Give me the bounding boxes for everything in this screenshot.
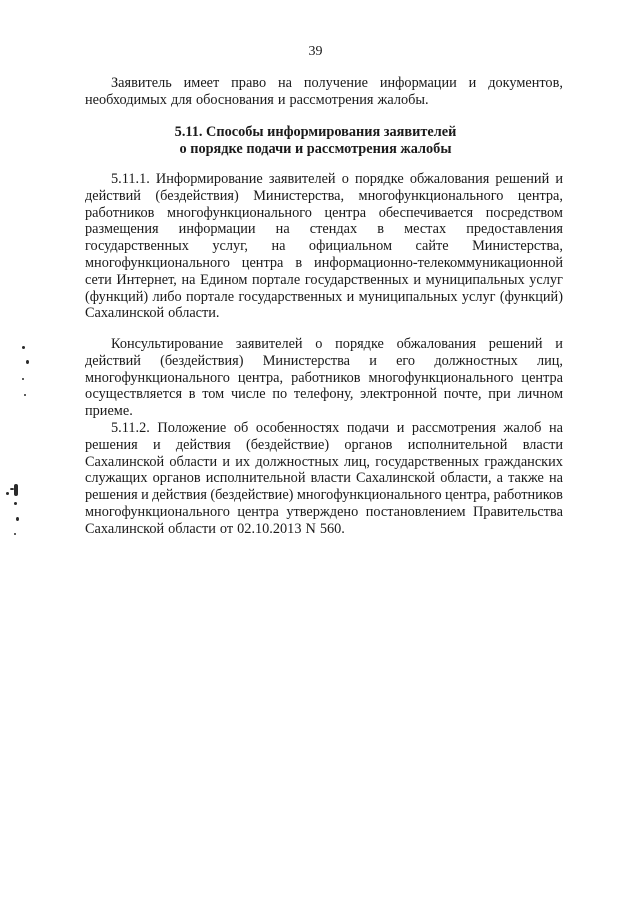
page-number: 39 [308, 44, 323, 59]
scan-speck [22, 346, 25, 349]
scan-speck [14, 502, 17, 505]
text-line: необходимых для обоснования и рассмотрения жалобы. [85, 91, 429, 108]
text-line: (функций) либо портале государственных и муниципальных услуг (функций) [85, 288, 563, 305]
text-line: Консультирование заявителей о порядке обжалования решений и [111, 336, 563, 352]
scan-speck [6, 492, 9, 495]
text-line: Сахалинской области и их должностных лиц, государственных гражданских [85, 453, 563, 470]
text-line: приеме. [85, 403, 133, 420]
text-line: 5.11.2. Положение об особенностях подачи и рассмотрения жалоб на [111, 420, 563, 436]
paragraph-5-11-2 [85, 420, 563, 538]
text-line: многофункционального центра, работников многофункционального центра [85, 369, 563, 386]
scan-speck [26, 360, 29, 364]
scan-speck [24, 394, 26, 396]
text-line: Заявитель имеет право на получение информации и документов, [111, 75, 563, 91]
paragraph-consulting [85, 336, 563, 420]
text-line: Сахалинской области. [85, 305, 220, 322]
text-line: осуществляется в том числе по телефону, электронной почте, при личном [85, 386, 563, 403]
text-line: сети Интернет, на Едином портале государственных и муниципальных услуг [85, 271, 563, 288]
text-line: действий (бездействия) Министерства и его должностных лиц, [85, 352, 563, 369]
text-line: 5.11.1. Информирование заявителей о порядке обжалования решений и [111, 171, 563, 187]
heading-line: 5.11. Способы информирования заявителей [174, 124, 457, 140]
text-line: работников многофункционального центра обеспечивается посредством [85, 204, 563, 221]
scan-speck [14, 484, 18, 496]
section-heading [0, 124, 631, 157]
text-line: многофункционального центра утверждено постановлением Правительства [85, 503, 563, 520]
text-line: действий (бездействия) Министерства, многофункционального центра, [85, 187, 563, 204]
text-line: многофункционального центра в информационно-телекоммуникационной [85, 254, 563, 271]
text-line: решения и действия (бездействие) органов исполнительной власти [85, 436, 563, 453]
text-line: решения и действия (бездействие) многофункционального центра, работников [85, 487, 563, 504]
text-line: размещения информации на стендах в местах предоставления [85, 221, 563, 238]
text-line: Сахалинской области от 02.10.2013 N 560. [85, 520, 345, 537]
scan-speck [14, 533, 16, 535]
scan-speck [22, 378, 24, 380]
paragraph-5-11-1 [85, 171, 563, 322]
paragraph-right-to-info [85, 75, 563, 109]
scan-speck [16, 517, 19, 521]
text-line: служащих органов исполнительной власти Сахалинской области, а также на [85, 470, 563, 487]
heading-line: о порядке подачи и рассмотрения жалобы [179, 140, 452, 157]
text-line: государственных услуг, на официальном сайте Министерства, [85, 238, 563, 255]
